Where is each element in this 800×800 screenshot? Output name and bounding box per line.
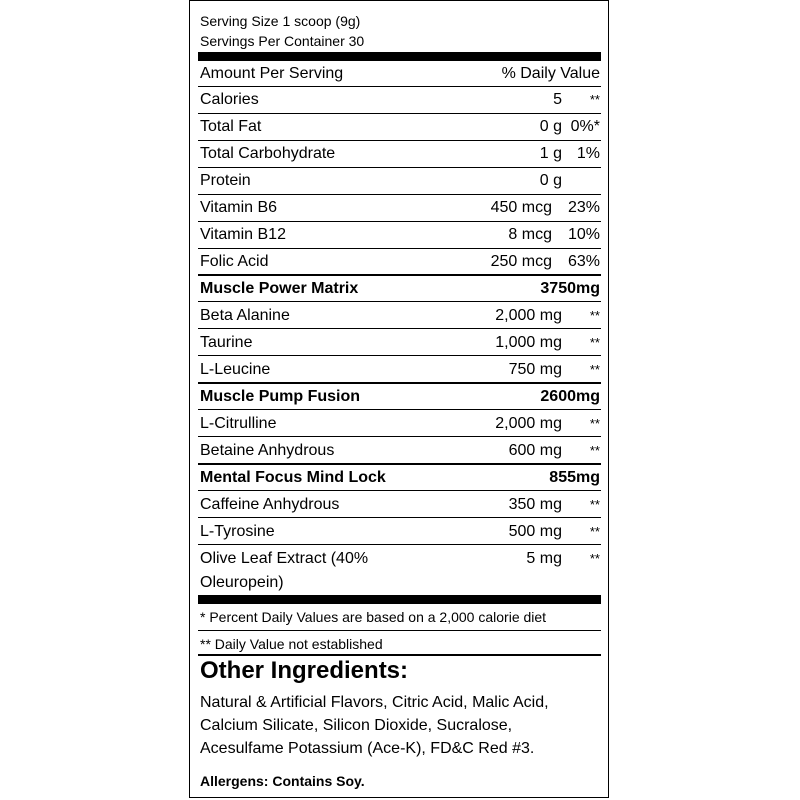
nutrient-dv: ** <box>589 92 600 107</box>
supplement-facts-label <box>189 0 609 798</box>
allergens-statement: Allergens: Contains Soy. <box>200 773 365 789</box>
nutrient-name: Total Fat <box>200 118 262 135</box>
nutrient-amount: 8 mcg <box>508 226 552 243</box>
nutrient-name: Calories <box>200 91 259 108</box>
ingredient-name: L-Tyrosine <box>200 523 275 540</box>
other-ingredients-text: Natural & Artificial Flavors, Citric Acid, Malic Acid, Calcium Silicate, Silicon Dioxide, Sucralose, Acesulfame Potassium (Ace-K), FD&C Red #3. <box>200 694 549 757</box>
blend-name: Mental Focus Mind Lock <box>200 469 386 486</box>
footnote-dv-not-established: ** Daily Value not established <box>200 636 383 652</box>
blend-name: Muscle Power Matrix <box>200 280 359 297</box>
nutrient-amount: 450 mcg <box>490 199 552 216</box>
ingredient-dv: ** <box>589 416 600 431</box>
ingredient-dv: ** <box>589 362 600 377</box>
divider <box>198 221 601 222</box>
ingredient-amount: 500 mg <box>508 523 562 540</box>
ingredient-name: Caffeine Anhydrous <box>200 496 340 513</box>
amount-per-serving-label: Amount Per Serving <box>200 65 344 82</box>
daily-value-label: % Daily Value <box>501 65 600 82</box>
nutrient-name: Total Carbohydrate <box>200 145 336 162</box>
ingredient-name: Olive Leaf Extract (40% Oleuropein) <box>200 550 369 591</box>
other-ingredients-title: Other Ingredients: <box>200 657 409 684</box>
nutrient-amount: 0 g <box>539 118 562 135</box>
ingredient-dv: ** <box>589 551 600 566</box>
ingredient-dv: ** <box>589 524 600 539</box>
ingredient-name: L-Leucine <box>200 361 271 378</box>
ingredient-name: Beta Alanine <box>200 307 290 324</box>
divider-thick <box>198 52 601 61</box>
divider <box>198 436 601 437</box>
nutrient-dv: 0%* <box>570 118 600 135</box>
nutrient-dv: 10% <box>567 226 600 243</box>
ingredient-name: Taurine <box>200 334 253 351</box>
nutrient-dv: 63% <box>567 253 600 270</box>
divider <box>198 355 601 356</box>
ingredient-amount: 600 mg <box>508 442 562 459</box>
divider <box>198 301 601 302</box>
nutrient-amount: 5 <box>553 91 562 108</box>
nutrient-name: Vitamin B12 <box>200 226 286 243</box>
divider <box>198 463 601 465</box>
footnote-percent-dv: * Percent Daily Values are based on a 2,000 calorie diet <box>200 609 547 625</box>
divider <box>198 113 601 114</box>
nutrient-amount: 250 mcg <box>490 253 552 270</box>
divider <box>198 248 601 249</box>
ingredient-name: Betaine Anhydrous <box>200 442 335 459</box>
divider <box>198 544 601 545</box>
ingredient-amount: 750 mg <box>508 361 562 378</box>
ingredient-amount: 2,000 mg <box>495 415 562 432</box>
divider <box>198 328 601 329</box>
divider <box>198 630 601 631</box>
divider <box>198 409 601 410</box>
divider <box>198 140 601 141</box>
blend-total: 3750mg <box>540 280 600 297</box>
ingredient-amount: 5 mg <box>526 550 562 567</box>
ingredient-dv: ** <box>589 497 600 512</box>
ingredient-dv: ** <box>589 335 600 350</box>
servings-per-container: Servings Per Container 30 <box>200 33 365 49</box>
nutrient-name: Vitamin B6 <box>200 199 278 216</box>
blend-total: 2600mg <box>540 388 600 405</box>
nutrient-name: Folic Acid <box>200 253 269 270</box>
nutrient-amount: 1 g <box>539 145 562 162</box>
divider <box>198 194 601 195</box>
divider <box>198 274 601 276</box>
ingredient-amount: 350 mg <box>508 496 562 513</box>
divider <box>198 382 601 384</box>
ingredient-dv: ** <box>589 308 600 323</box>
nutrient-dv: 1% <box>576 145 600 162</box>
divider <box>198 517 601 518</box>
ingredient-amount: 1,000 mg <box>495 334 562 351</box>
serving-info <box>200 11 364 51</box>
nutrient-amount: 0 g <box>539 172 562 189</box>
divider-thick <box>198 595 601 604</box>
ingredient-amount: 2,000 mg <box>495 307 562 324</box>
nutrient-dv: 23% <box>567 199 600 216</box>
ingredient-row <box>200 549 600 595</box>
serving-size: Serving Size 1 scoop (9g) <box>200 13 361 29</box>
nutrient-name: Protein <box>200 172 251 189</box>
divider <box>198 490 601 491</box>
blend-total: 855mg <box>549 469 600 486</box>
blend-name: Muscle Pump Fusion <box>200 388 361 405</box>
divider <box>198 167 601 168</box>
ingredient-name: L-Citrulline <box>200 415 277 432</box>
ingredient-dv: ** <box>589 443 600 458</box>
divider <box>198 86 601 87</box>
